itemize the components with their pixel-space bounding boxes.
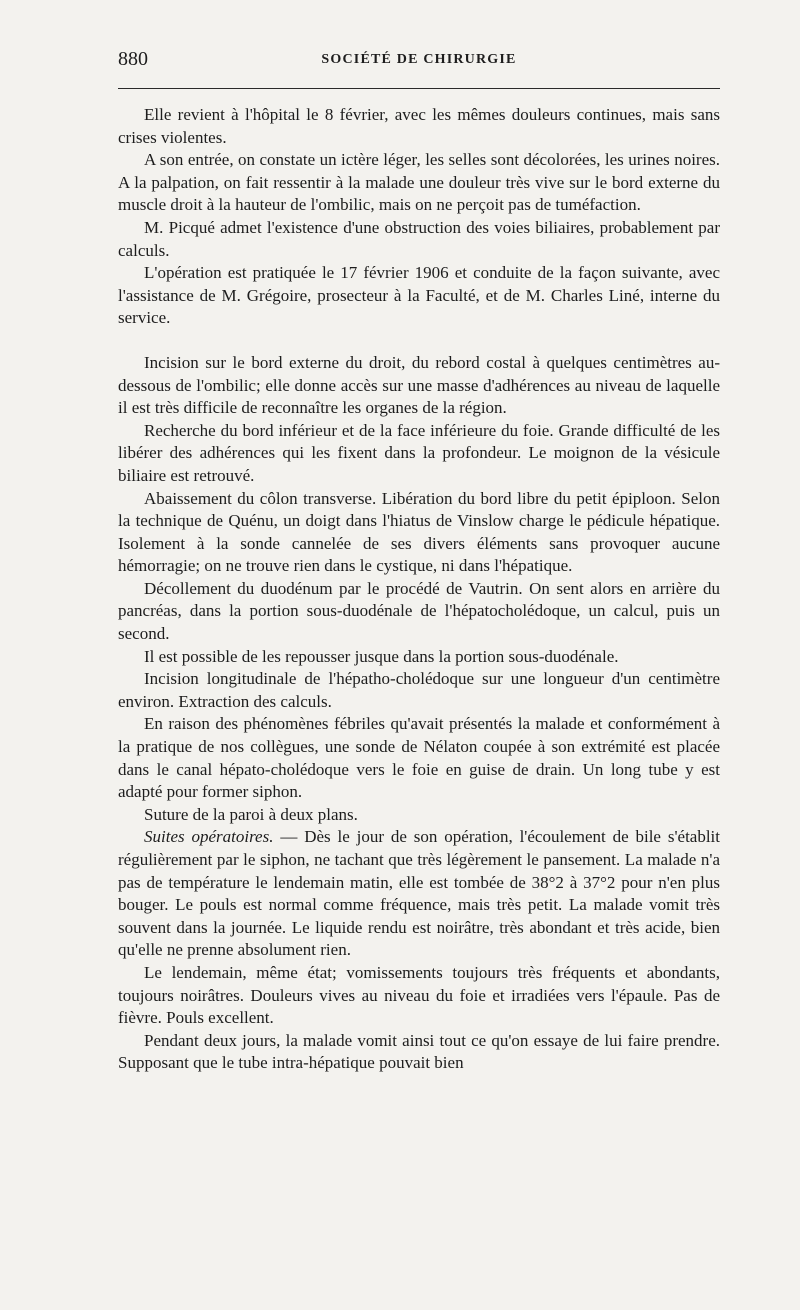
paragraph: Recherche du bord inférieur et de la face inférieure du foie. Grande difficulté de les libérer des adhérences qui les fixent dans la profondeur. Le moignon de la vésicule biliaire est retrouvé. [118, 420, 720, 485]
running-title: SOCIÉTÉ DE CHIRURGIE [321, 52, 517, 67]
suites-dash: — [273, 827, 305, 847]
paragraph: Elle revient à l'hôpital le 8 février, avec les mêmes douleurs continues, mais sans crises violentes. [118, 105, 720, 147]
header-rule [118, 88, 720, 89]
paragraph: A son entrée, on constate un ictère léger, les selles sont décolorées, les urines noires. A la palpation, on fait ressentir à la malade une douleur très vive sur le bord externe du muscle droit à la hauteur de l'ombilic, mais on ne perçoit pas de tuméfaction. [118, 150, 720, 215]
paragraph: M. Picqué admet l'existence d'une obstruction des voies biliaires, probablement par calculs. [118, 217, 720, 260]
paragraph: Le lendemain, même état; vomissements toujours très fréquents et abondants, toujours noirâtres. Douleurs vives au niveau du foie et irradiées vers l'épaule. Pas de fièvre. Pouls excellent. [118, 962, 720, 1028]
paragraph: Pendant deux jours, la malade vomit ainsi tout ce qu'on essaye de lui faire prendre. Supposant que le tube intra-hépatique pouvait bien [118, 1030, 720, 1073]
suites-text: Dès le jour de son opération, l'écoulement de bile s'établit régulièrement par le siphon, ne tachant que très légèrement le pansement. La malade n'a pas de température le lendemain matin, elle est tombée de 38°2 à 37°2 pour n'en plus bouger. Le pouls est normal comme fréquence, mais très petit. La malade vomit très souvent dans la journée. Le liquide rendu est noirâtre, très abondant et très acide, bien qu'elle ne prenne absolument rien. [118, 827, 721, 960]
body-text [118, 104, 720, 1075]
paragraph: Incision sur le bord externe du droit, du rebord costal à quelques centimètres au-dessous de l'ombilic; elle donne accès sur une masse d'adhérences au niveau de laquelle il est très difficile de reconnaître les organes de la région. [118, 352, 720, 418]
paragraph: En raison des phénomènes fébriles qu'avait présentés la malade et conformément à la pratique de nos collègues, une sonde de Nélaton coupée à son extrémité est placée dans le canal hépato-cholédoque vers le foie en guise de drain. Un long tube y est adapté pour former siphon. [118, 714, 720, 802]
paragraph: Abaissement du côlon transverse. Libération du bord libre du petit épiploon. Selon la technique de Quénu, un doigt dans l'hiatus de Vinslow charge le pédicule hépatique. Isolement à la sonde cannelée de ses divers éléments sans provoquer aucune hémorragie; on ne trouve rien dans le cystique, ni dans l'hépatique. [118, 488, 720, 576]
paragraph: Suture de la paroi à deux plans. [144, 804, 358, 824]
page-header [118, 48, 720, 74]
paragraph: L'opération est pratiquée le 17 février 1906 et conduite de la façon suivante, avec l'assistance de M. Grégoire, prosecteur à la Faculté, et de M. Charles Liné, interne du service. [118, 263, 720, 328]
paragraph: Décollement du duodénum par le procédé de Vautrin. On sent alors en arrière du pancréas, dans la portion sous-duodénale de l'hépatocholédoque, un calcul, puis un second. [118, 578, 720, 644]
page-number: 880 [118, 48, 148, 70]
suites-paragraph [118, 826, 720, 962]
paragraph: Il est possible de les repousser jusque dans la portion sous-duodénale. [144, 646, 619, 666]
suites-lead: Suites opératoires. [144, 827, 274, 847]
paragraph: Incision longitudinale de l'hépatho-cholédoque sur une longueur d'un centimètre environ. Extraction des calculs. [118, 669, 720, 711]
